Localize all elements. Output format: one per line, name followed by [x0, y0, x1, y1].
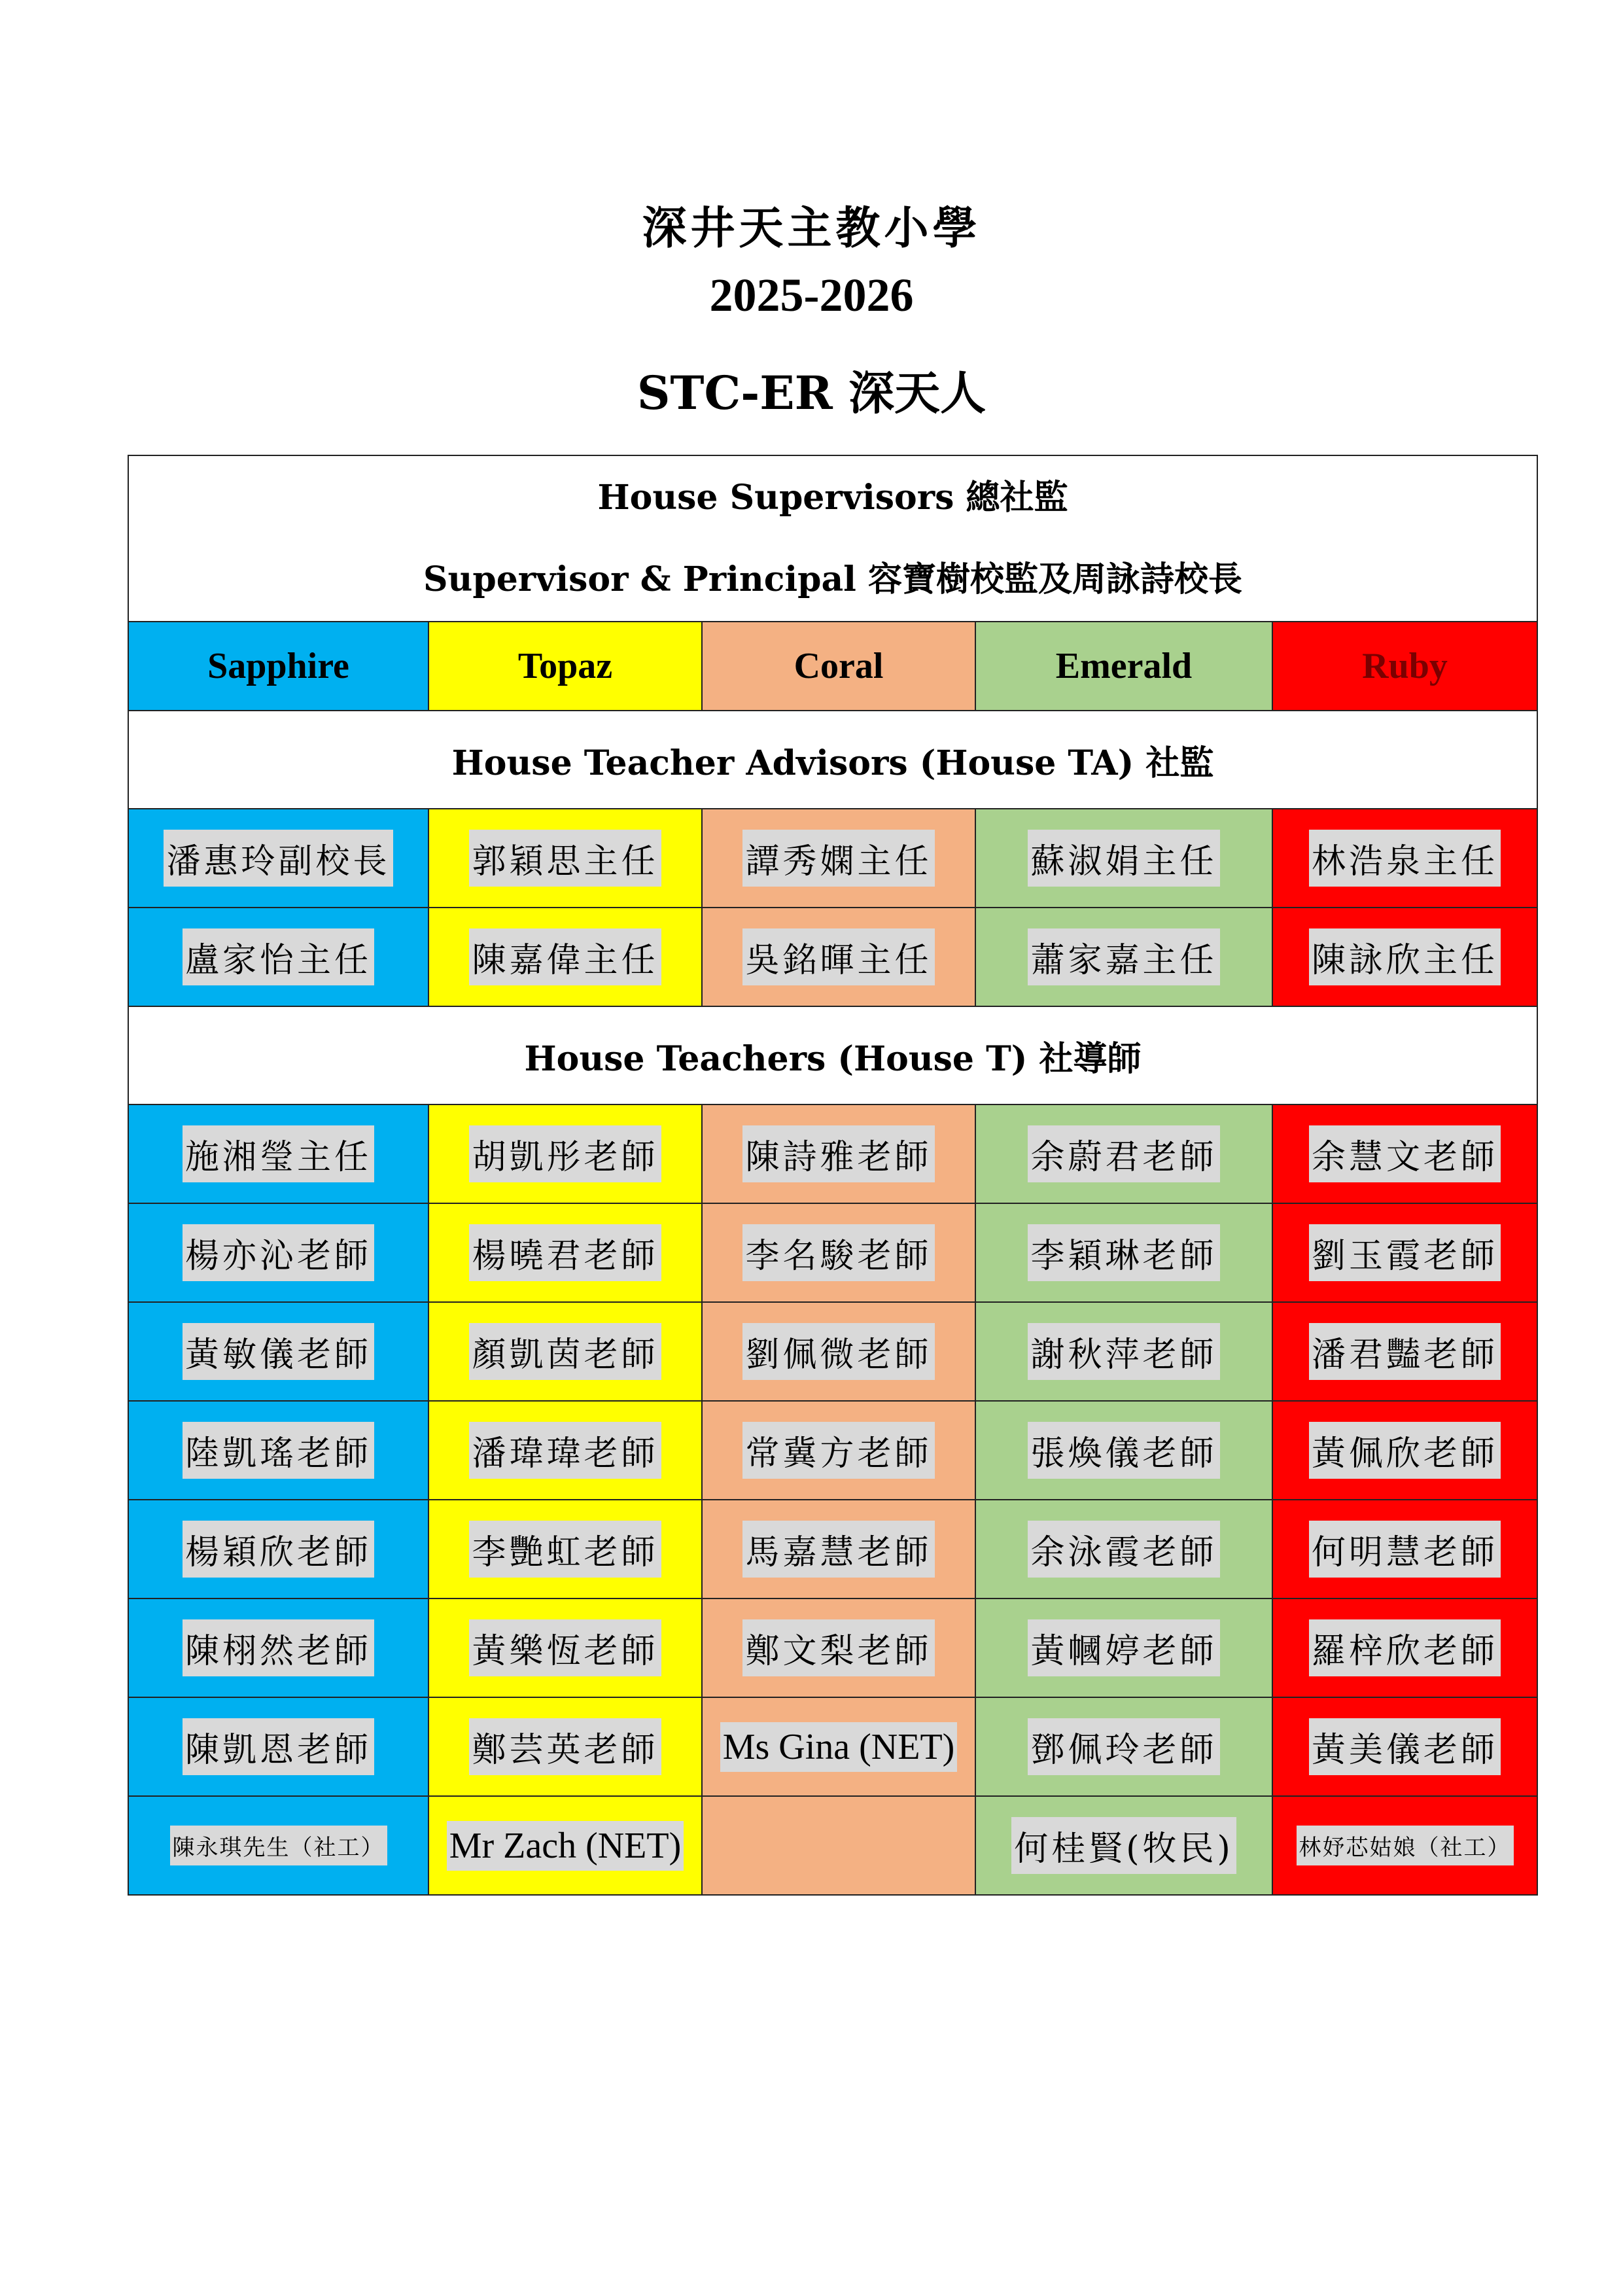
- name-cell: [975, 809, 1272, 908]
- name-cell: [702, 1302, 975, 1401]
- teacher-name: 鄧佩玲老師: [1028, 1718, 1219, 1775]
- teacher-name: 楊亦沁老師: [183, 1224, 374, 1281]
- table-row: [128, 1401, 1537, 1500]
- teacher-name: 謝秋萍老師: [1028, 1323, 1219, 1380]
- teacher-name: 陳栩然老師: [183, 1619, 374, 1676]
- teacher-name: 譚秀嫻主任: [742, 830, 934, 887]
- name-cell: [975, 1697, 1272, 1796]
- table-row: [128, 1104, 1537, 1203]
- teacher-name: 鄭芸英老師: [469, 1718, 661, 1775]
- table-row: [128, 809, 1537, 908]
- name-cell: [428, 1796, 702, 1895]
- teacher-name: 楊曉君老師: [469, 1224, 661, 1281]
- name-cell: [128, 1598, 428, 1697]
- teacher-name: 馬嘉慧老師: [742, 1521, 934, 1578]
- name-cell: [128, 1697, 428, 1796]
- teacher-name: 黃樂恆老師: [469, 1619, 661, 1676]
- school-year: 2025-2026: [709, 269, 914, 321]
- teacher-name: 蕭家嘉主任: [1028, 928, 1219, 985]
- teacher-name: 陸凱瑤老師: [183, 1422, 374, 1479]
- teacher-name: 顏凱茵老師: [469, 1323, 661, 1380]
- t-section-row: [128, 1006, 1537, 1104]
- name-cell: [702, 809, 975, 908]
- name-cell: [702, 1203, 975, 1302]
- name-cell: [975, 1500, 1272, 1598]
- table-row: [128, 1203, 1537, 1302]
- house-header-coral: Coral: [702, 622, 975, 711]
- teacher-name: 羅梓欣老師: [1309, 1619, 1501, 1676]
- name-cell: [702, 1104, 975, 1203]
- teacher-name: 潘君豔老師: [1309, 1323, 1501, 1380]
- teacher-name: 李艷虹老師: [469, 1521, 661, 1578]
- teacher-name: 胡凱彤老師: [469, 1125, 661, 1182]
- teacher-name: 鄭文梨老師: [742, 1619, 934, 1676]
- name-cell: [975, 1401, 1272, 1500]
- teacher-name: 黃佩欣老師: [1309, 1422, 1501, 1479]
- supervisors-cell: [128, 455, 1537, 622]
- teacher-name: 陳凱恩老師: [183, 1718, 374, 1775]
- name-cell: [128, 1203, 428, 1302]
- teacher-name: Mr Zach (NET): [447, 1821, 684, 1871]
- teacher-name: 張煥儀老師: [1028, 1422, 1219, 1479]
- house-header-ruby: Ruby: [1272, 622, 1537, 711]
- house-header-topaz: Topaz: [428, 622, 702, 711]
- name-cell: [128, 1104, 428, 1203]
- table-row: [128, 1500, 1537, 1598]
- teacher-name: 黃敏儀老師: [183, 1323, 374, 1380]
- teacher-name: 何明慧老師: [1309, 1521, 1501, 1578]
- house-header-sapphire: Sapphire: [128, 622, 428, 711]
- teacher-name: 陳詩雅老師: [742, 1125, 934, 1182]
- name-cell: [1272, 1598, 1537, 1697]
- ta-section-row: [128, 711, 1537, 809]
- name-cell: [428, 809, 702, 908]
- house-header-row: [128, 622, 1537, 711]
- teacher-name: 吳銘暉主任: [742, 928, 934, 985]
- name-cell: [702, 1500, 975, 1598]
- supervisors-row: [128, 455, 1537, 622]
- name-cell: [1272, 1500, 1537, 1598]
- name-cell: [428, 1104, 702, 1203]
- name-cell: [128, 1401, 428, 1500]
- name-cell: [702, 908, 975, 1006]
- name-cell: [128, 1796, 428, 1895]
- name-cell: [1272, 1796, 1537, 1895]
- teacher-name: 郭穎思主任: [469, 830, 661, 887]
- name-cell: [975, 1302, 1272, 1401]
- name-cell: [1272, 1104, 1537, 1203]
- name-cell: [1272, 1697, 1537, 1796]
- table-row: [128, 1796, 1537, 1895]
- t-section-title: House Teachers (House T) 社導師: [128, 1006, 1537, 1104]
- school-name: 深井天主教小學: [642, 202, 981, 255]
- name-cell: [702, 1401, 975, 1500]
- name-cell: [1272, 1203, 1537, 1302]
- name-cell: [128, 908, 428, 1006]
- teacher-name: 蘇淑娟主任: [1028, 830, 1219, 887]
- name-cell: [975, 1104, 1272, 1203]
- teacher-name: 黃幗婷老師: [1028, 1619, 1219, 1676]
- teacher-name: 盧家怡主任: [183, 928, 374, 985]
- house-table: [128, 455, 1538, 1896]
- name-cell: [128, 809, 428, 908]
- teacher-name: 潘瑋瑋老師: [469, 1422, 661, 1479]
- house-header-emerald: Emerald: [975, 622, 1272, 711]
- name-cell: [1272, 908, 1537, 1006]
- teacher-name: 何桂賢(牧民): [1011, 1817, 1236, 1874]
- name-cell: [428, 1401, 702, 1500]
- teacher-name: 李穎琳老師: [1028, 1224, 1219, 1281]
- supervisors-title: House Supervisors 總社監: [597, 478, 1068, 518]
- teacher-name: 施湘瑩主任: [183, 1125, 374, 1182]
- teacher-name: 常冀方老師: [742, 1422, 934, 1479]
- supervisors-subtitle: Supervisor & Principal 容寶樹校監及周詠詩校長: [423, 559, 1243, 599]
- table-row: [128, 908, 1537, 1006]
- name-cell: [428, 908, 702, 1006]
- teacher-name: 黃美儀老師: [1309, 1718, 1501, 1775]
- name-cell: [702, 1598, 975, 1697]
- name-cell: [1272, 1401, 1537, 1500]
- teacher-name: 林浩泉主任: [1309, 830, 1501, 887]
- team-name: STC-ER 深天人: [637, 366, 986, 420]
- teacher-name: 楊穎欣老師: [183, 1521, 374, 1578]
- teacher-name: 陳嘉偉主任: [469, 928, 661, 985]
- table-row: [128, 1598, 1537, 1697]
- teacher-name: 余慧文老師: [1309, 1125, 1501, 1182]
- name-cell: [428, 1697, 702, 1796]
- name-cell: [975, 908, 1272, 1006]
- name-cell: [128, 1500, 428, 1598]
- name-cell: [128, 1302, 428, 1401]
- name-cell: [1272, 809, 1537, 908]
- empty-cell: [702, 1796, 975, 1895]
- teacher-name: 李名駿老師: [742, 1224, 934, 1281]
- name-cell: [428, 1302, 702, 1401]
- table-row: [128, 1697, 1537, 1796]
- teacher-name: 陳詠欣主任: [1309, 928, 1501, 985]
- name-cell: [975, 1598, 1272, 1697]
- name-cell: [428, 1598, 702, 1697]
- name-cell: [1272, 1302, 1537, 1401]
- name-cell: [428, 1500, 702, 1598]
- ta-section-title: House Teacher Advisors (House TA) 社監: [128, 711, 1537, 809]
- name-cell: [975, 1203, 1272, 1302]
- teacher-name: 林妤芯姑娘（社工）: [1297, 1826, 1514, 1865]
- name-cell: [975, 1796, 1272, 1895]
- teacher-name: 劉佩微老師: [742, 1323, 934, 1380]
- teacher-name: Ms Gina (NET): [720, 1722, 958, 1772]
- teacher-name: 劉玉霞老師: [1309, 1224, 1501, 1281]
- teacher-name: 陳永琪先生（社工）: [170, 1826, 387, 1865]
- name-cell: [702, 1697, 975, 1796]
- teacher-name: 余蔚君老師: [1028, 1125, 1219, 1182]
- name-cell: [428, 1203, 702, 1302]
- teacher-name: 余泳霞老師: [1028, 1521, 1219, 1578]
- table-row: [128, 1302, 1537, 1401]
- teacher-name: 潘惠玲副校長: [164, 830, 393, 887]
